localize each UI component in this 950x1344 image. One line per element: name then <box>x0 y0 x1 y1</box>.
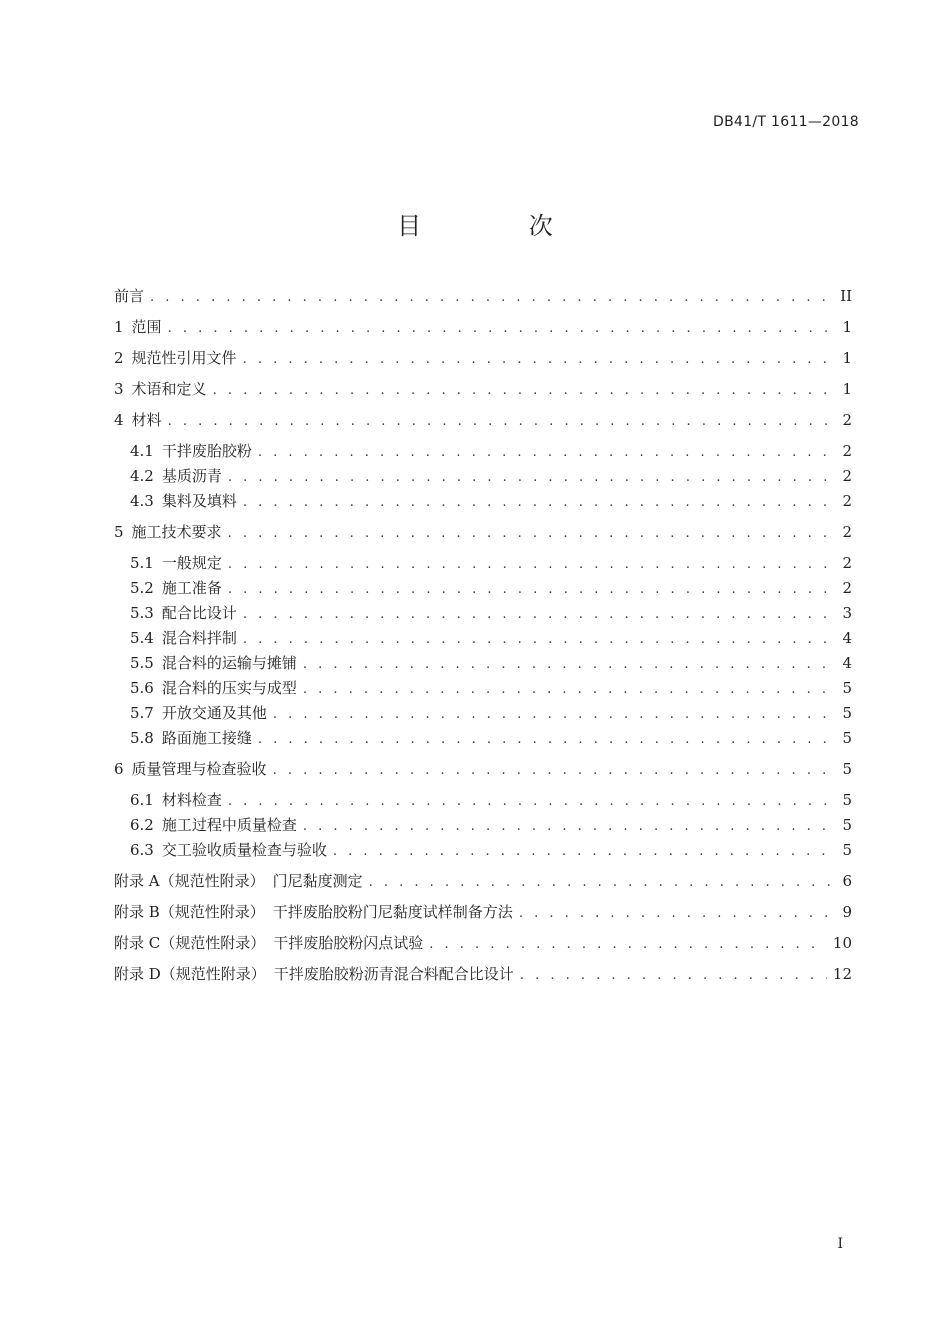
toc-entry-number: 5.3 <box>130 604 154 622</box>
toc-leader-dots <box>273 707 834 722</box>
page-title: 目 次 <box>397 212 603 240</box>
toc-entry[interactable] <box>114 814 852 839</box>
toc-entry[interactable] <box>114 602 852 627</box>
toc-leader-dots <box>258 732 834 747</box>
toc-entry-number: 附录 C（规范性附录） <box>114 934 266 952</box>
toc-entry-label: 施工技术要求 <box>131 523 222 541</box>
toc-entry-label: 混合料拌制 <box>161 629 237 647</box>
toc-entry-number: 1 <box>114 318 124 336</box>
toc-entry[interactable] <box>114 789 852 814</box>
table-of-contents <box>114 285 852 994</box>
toc-entry-number: 4.2 <box>130 467 154 485</box>
toc-entry-label: 集料及填料 <box>161 492 237 510</box>
toc-entry-page: 6 <box>842 872 852 890</box>
toc-entry-page: 1 <box>842 349 852 367</box>
toc-entry[interactable] <box>114 316 852 341</box>
toc-entry-number: 2 <box>114 349 124 367</box>
toc-entry-label: 交工验收质量检查与验收 <box>161 841 327 859</box>
toc-entry-number: 附录 A（规范性附录） <box>114 872 265 890</box>
toc-entry-label: 施工准备 <box>161 579 222 597</box>
toc-entry-page: 12 <box>832 965 852 983</box>
toc-entry-label: 混合料的运输与摊铺 <box>161 654 297 672</box>
toc-entry[interactable] <box>114 440 852 465</box>
toc-entry-page: 4 <box>842 629 852 647</box>
toc-entry-label: 前言 <box>114 287 145 305</box>
toc-entry-label: 规范性引用文件 <box>131 349 237 367</box>
toc-entry-page: 5 <box>842 704 852 722</box>
toc-leader-dots <box>243 495 834 510</box>
toc-entry-label: 一般规定 <box>161 554 222 572</box>
toc-entry-page: 4 <box>842 654 852 672</box>
toc-entry-page: 5 <box>842 679 852 697</box>
toc-entry[interactable] <box>114 839 852 864</box>
toc-leader-dots <box>228 470 834 485</box>
toc-leader-dots <box>243 607 834 622</box>
toc-entry[interactable] <box>114 963 852 988</box>
toc-entry-label: 质量管理与检查验收 <box>131 760 267 778</box>
toc-entry-page: 2 <box>842 554 852 572</box>
toc-entry[interactable] <box>114 490 852 515</box>
toc-entry-number: 5.7 <box>130 704 154 722</box>
toc-entry-number: 4.1 <box>130 442 154 460</box>
toc-entry[interactable] <box>114 870 852 895</box>
toc-entry-number: 附录 B（规范性附录） <box>114 903 265 921</box>
toc-entry-page: 2 <box>842 411 852 429</box>
toc-entry-number: 5.2 <box>130 579 154 597</box>
toc-leader-dots <box>303 819 834 834</box>
toc-entry-label: 混合料的压实与成型 <box>161 679 297 697</box>
toc-leader-dots <box>150 290 834 305</box>
toc-entry-number: 5.8 <box>130 729 154 747</box>
toc-entry-page: 2 <box>842 579 852 597</box>
toc-entry-number: 6.1 <box>130 791 154 809</box>
toc-entry[interactable] <box>114 465 852 490</box>
toc-entry-label: 路面施工接缝 <box>161 729 252 747</box>
toc-entry[interactable] <box>114 577 852 602</box>
document-code: DB41/T 1611—2018 <box>713 114 859 130</box>
toc-entry-page: 5 <box>842 841 852 859</box>
toc-entry-page: 3 <box>842 604 852 622</box>
toc-entry-number: 4 <box>114 411 124 429</box>
toc-leader-dots <box>228 557 834 572</box>
toc-leader-dots <box>168 321 834 336</box>
toc-entry[interactable] <box>114 521 852 546</box>
toc-entry-number: 4.3 <box>130 492 154 510</box>
toc-entry[interactable] <box>114 378 852 403</box>
toc-leader-dots <box>228 526 834 541</box>
toc-entry-page: 1 <box>842 318 852 336</box>
toc-entry-page: 5 <box>842 729 852 747</box>
toc-entry[interactable] <box>114 652 852 677</box>
toc-entry-page: II <box>840 287 852 305</box>
toc-entry-label: 干拌废胎胶粉沥青混合料配合比设计 <box>273 965 514 983</box>
toc-leader-dots <box>520 968 827 983</box>
toc-entry[interactable] <box>114 758 852 783</box>
toc-entry-page: 5 <box>842 791 852 809</box>
toc-entry-page: 2 <box>842 492 852 510</box>
toc-entry[interactable] <box>114 677 852 702</box>
toc-entry-label: 材料检查 <box>161 791 222 809</box>
toc-entry-number: 6 <box>114 760 124 778</box>
toc-entry[interactable] <box>114 409 852 434</box>
toc-leader-dots <box>168 414 834 429</box>
toc-leader-dots <box>273 763 834 778</box>
toc-leader-dots <box>519 906 834 921</box>
toc-entry-label: 施工过程中质量检查 <box>161 816 297 834</box>
toc-entry-number: 5.6 <box>130 679 154 697</box>
toc-leader-dots <box>228 794 834 809</box>
toc-entry-number: 附录 D（规范性附录） <box>114 965 266 983</box>
toc-entry[interactable] <box>114 552 852 577</box>
toc-leader-dots <box>369 875 834 890</box>
toc-entry-number: 5.1 <box>130 554 154 572</box>
page-number: I <box>837 1236 843 1252</box>
toc-entry-label: 干拌废胎胶粉闪点试验 <box>273 934 424 952</box>
toc-entry[interactable] <box>114 285 852 310</box>
toc-leader-dots <box>333 844 834 859</box>
toc-entry-number: 5.4 <box>130 629 154 647</box>
toc-entry[interactable] <box>114 727 852 752</box>
toc-entry-page: 9 <box>842 903 852 921</box>
toc-entry-number: 6.2 <box>130 816 154 834</box>
toc-entry-number: 3 <box>114 380 124 398</box>
toc-entry-number: 5 <box>114 523 124 541</box>
toc-entry-page: 1 <box>842 380 852 398</box>
toc-entry-page: 10 <box>832 934 852 952</box>
toc-leader-dots <box>303 682 834 697</box>
toc-entry-label: 配合比设计 <box>161 604 237 622</box>
toc-entry-label: 范围 <box>131 318 162 336</box>
toc-entry-label: 门尼黏度测定 <box>272 872 363 890</box>
toc-entry[interactable] <box>114 932 852 957</box>
toc-leader-dots <box>243 632 834 647</box>
toc-entry-page: 5 <box>842 760 852 778</box>
toc-entry[interactable] <box>114 627 852 652</box>
toc-entry-label: 开放交通及其他 <box>161 704 267 722</box>
toc-entry-label: 术语和定义 <box>131 380 207 398</box>
toc-entry[interactable] <box>114 702 852 727</box>
toc-entry-label: 材料 <box>131 411 162 429</box>
toc-entry-label: 干拌废胎胶粉门尼黏度试样制备方法 <box>272 903 513 921</box>
toc-entry-page: 2 <box>842 467 852 485</box>
toc-entry-number: 6.3 <box>130 841 154 859</box>
toc-leader-dots <box>243 352 834 367</box>
toc-entry-label: 干拌废胎胶粉 <box>161 442 252 460</box>
toc-entry-page: 2 <box>842 442 852 460</box>
toc-leader-dots <box>213 383 834 398</box>
toc-leader-dots <box>303 657 834 672</box>
toc-leader-dots <box>258 445 834 460</box>
toc-entry-number: 5.5 <box>130 654 154 672</box>
toc-entry-label: 基质沥青 <box>161 467 222 485</box>
toc-entry[interactable] <box>114 901 852 926</box>
toc-entry-page: 5 <box>842 816 852 834</box>
toc-entry-page: 2 <box>842 523 852 541</box>
toc-entry[interactable] <box>114 347 852 372</box>
toc-leader-dots <box>228 582 834 597</box>
toc-leader-dots <box>429 937 827 952</box>
